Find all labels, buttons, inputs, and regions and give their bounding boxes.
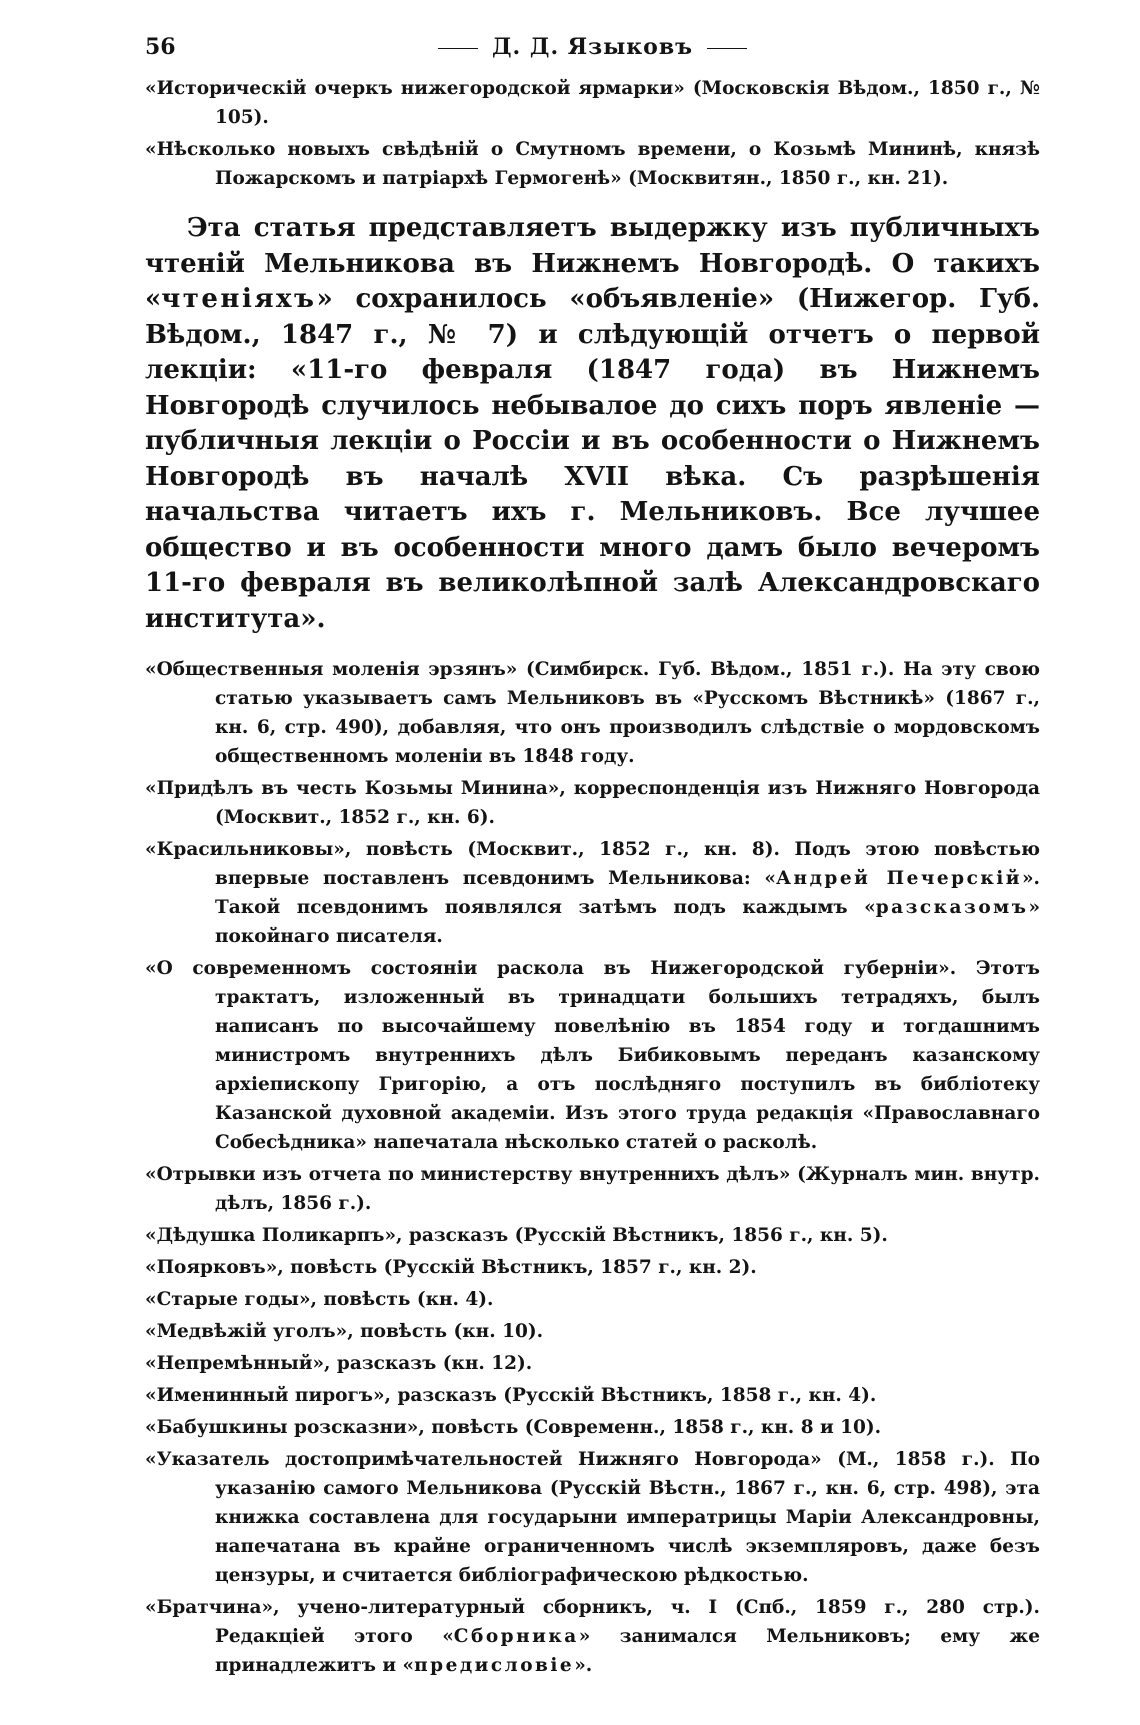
bibliography-entry: «Общественныя моленія эрзянъ» (Симбирск. Губ. Вѣдом., 1851 г.). На эту свою статью указываетъ самъ Мельниковъ въ «Русскомъ Вѣстникѣ» (1867 г., кн. 6, стр. 490), добавляя, что онъ производилъ слѣдствіе о мордовскомъ общественномъ моленіи въ 1848 году.: [145, 659, 1040, 767]
spaced-pseudonym: Андрей Печерскій: [775, 868, 1022, 889]
bibliography-entry: «Указатель достопримѣчательностей Нижняго Новгорода» (М., 1858 г.). По указанію самого Мельникова (Русскій Вѣстн., 1867 г., кн. 6, стр. 498), эта книжка составлена для государыни императрицы Маріи Александровны, напечатана въ крайне ограниченномъ числѣ экземпляровъ, даже безъ цензуры, и считается библіографическою рѣдкостью.: [145, 1449, 1040, 1586]
entry-text: ».: [574, 1655, 593, 1676]
bibliography-entry: «Непремѣнный», разсказъ (кн. 12).: [145, 1353, 533, 1374]
bibliography-entry: «Медвѣжій уголъ», повѣсть (кн. 10).: [145, 1321, 544, 1342]
book-page: [145, 26, 1040, 1683]
body-text: Эта статья представляетъ выдержку изъ публичныхъ чтеній Мельникова въ Нижнемъ Новгородѣ. О такихъ «: [145, 213, 1040, 314]
entry-text: » занимался Мельниковъ; ему же принадлежитъ и «: [215, 1626, 1041, 1676]
bibliography-entry: «Нѣсколько новыхъ свѣдѣній о Смутномъ времени, о Козьмѣ Мининѣ, князѣ Пожарскомъ и патріархѣ Гермогенѣ» (Москвитян., 1850 г., кн. 21).: [145, 139, 1040, 189]
page-header: [145, 26, 1040, 74]
bibliography-entry: [145, 835, 1040, 951]
bibliography-entry: «Старые годы», повѣсть (кн. 4).: [145, 1289, 494, 1310]
spaced-word: предисловіе: [414, 1655, 575, 1676]
title-dash-right: [707, 48, 747, 49]
entry-text: «Братчина», учено-литературный сборникъ, ч. I (Спб., 1859 г., 280 стр.). Редакціей этого «: [145, 1597, 1040, 1647]
bibliography-entry: «Поярковъ», повѣсть (Русскій Вѣстникъ, 1857 г., кн. 2).: [145, 1257, 757, 1278]
title-dash-left: [438, 48, 478, 49]
spaced-word: разсказомъ: [875, 897, 1029, 918]
bibliography-entry: [145, 1593, 1040, 1680]
entry-text: » покойнаго писателя.: [215, 897, 1040, 947]
spaced-word: чтеніяхъ: [161, 284, 317, 314]
bibliography-entry: «Именинный пирогъ», разсказъ (Русскій Вѣстникъ, 1858 г., кн. 4).: [145, 1385, 877, 1406]
running-title-text: Д. Д. Языковъ: [492, 34, 693, 60]
body-paragraph: [145, 211, 1040, 637]
entry-text: «Красильниковы», повѣсть (Москвит., 1852 г., кн. 8). Подъ этою повѣстью впервые поставленъ псевдонимъ Мельникова: «: [145, 839, 1040, 889]
bibliography-entry: «Дѣдушка Поликарпъ», разсказъ (Русскій Вѣстникъ, 1856 г., кн. 5).: [145, 1225, 888, 1246]
spaced-word: Сборника: [453, 1626, 579, 1647]
running-title: [145, 34, 1040, 60]
page-number: 56: [145, 34, 176, 60]
bibliography-entry: «О современномъ состояніи раскола въ Нижегородской губерніи». Этотъ трактатъ, изложенный въ тринадцати большихъ тетрадяхъ, былъ написанъ по высочайшему повелѣнію въ 1854 году и тогдашнимъ министромъ внутреннихъ дѣлъ Бибиковымъ переданъ казанскому архіепископу Григорію, а отъ послѣдняго поступилъ въ библіотеку Казанской духовной академіи. Изъ этого труда редакція «Православнаго Собесѣдника» напечатала нѣсколько статей о расколѣ.: [145, 958, 1040, 1153]
bibliography-entry: «Отрывки изъ отчета по министерству внутреннихъ дѣлъ» (Журналъ мин. внутр. дѣлъ, 1856 г.).: [145, 1164, 1040, 1214]
bibliography-entry: «Придѣлъ въ честь Козьмы Минина», корреспонденція изъ Нижняго Новгорода (Москвит., 1852 г., кн. 6).: [145, 778, 1040, 828]
entry-text: ». Такой псевдонимъ появлялся затѣмъ подъ каждымъ «: [215, 868, 1040, 918]
bibliography-entry: «Историческій очеркъ нижегородской ярмарки» (Московскія Вѣдом., 1850 г., № 105).: [145, 78, 1040, 128]
bibliography-entry: «Бабушкины розсказни», повѣсть (Современн., 1858 г., кн. 8 и 10).: [145, 1417, 882, 1438]
body-text: » сохранилось «объявленіе» (Нижегор. Губ. Вѣдом., 1847 г., № 7) и слѣдующій отчетъ о первой лекціи: «11-го февраля (1847 года) въ Нижнемъ Новгородѣ случилось небывалое до сихъ поръ явленіе — публичныя лекціи о Россіи и въ особенности о Нижнемъ Новгородѣ въ началѣ XVII вѣка. Съ разрѣшенія начальства читаетъ ихъ г. Мельниковъ. Все лучшее общество и въ особенности много дамъ было вечеромъ 11-го февраля въ великолѣпной залѣ Александровскаго института».: [145, 284, 1040, 634]
